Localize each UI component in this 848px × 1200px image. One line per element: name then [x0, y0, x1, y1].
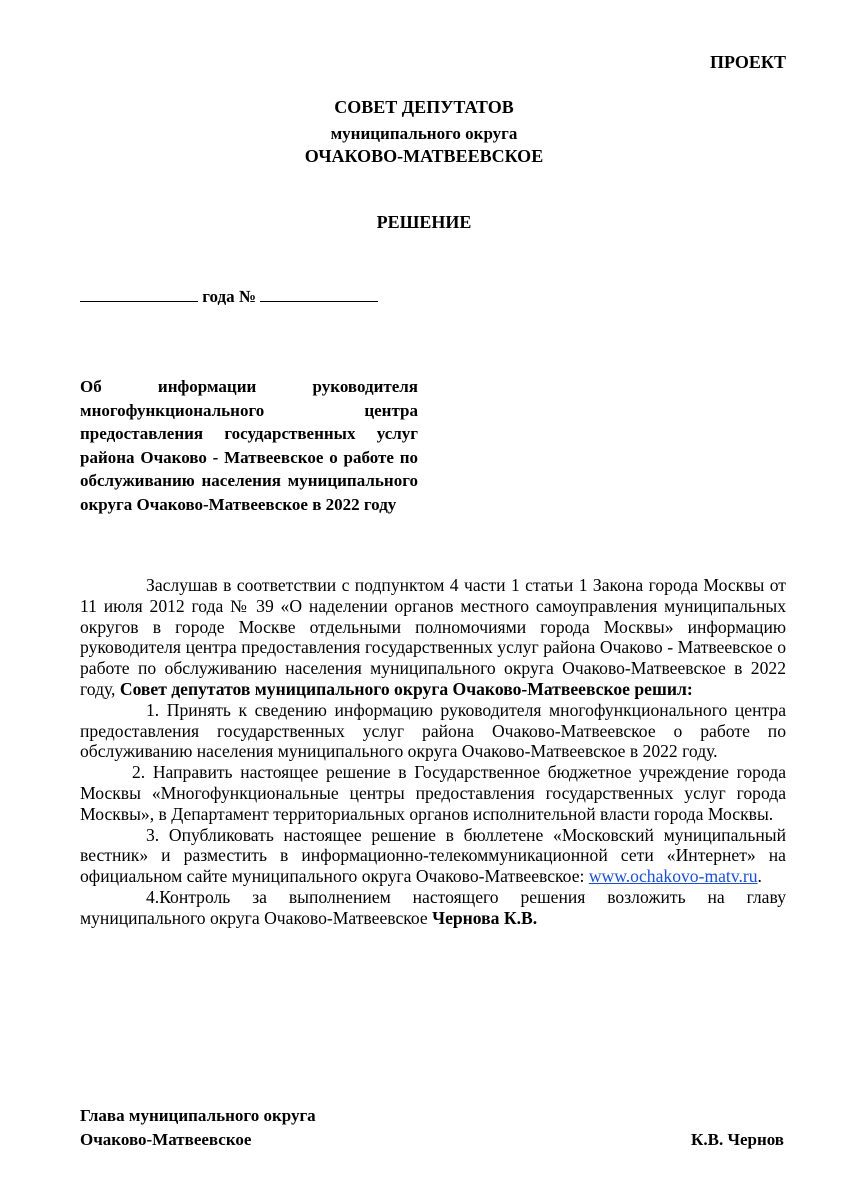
- year-number-label: года №: [202, 287, 256, 306]
- decision-subject: Об информации руководителя многофункционального центра предоставления государственных услуг района Очаково - Матвеевское о работе по обслуживанию населения муниципального округа Очаково-Матвеевское в 2022 году: [80, 377, 418, 514]
- item-3: [80, 825, 786, 887]
- item-4-text: 4.Контроль за выполнением настоящего решения возложить на главу муниципального округа Очаково-Матвеевское: [80, 886, 786, 928]
- item-4-name: Чернова К.В.: [432, 907, 538, 928]
- preamble-text: Заслушав в соответствии с подпунктом 4 части 1 статьи 1 Закона города Москвы от 11 июля 2012 года № 39 «О наделении органов местного самоуправления муниципальных округов в городе Москве отдельными полномочиями города Москвы» информацию руководителя центра предоставления государственных услуг района Очаково - Матвеевское о работе по обслуживанию населения муниципального округа Очаково-Матвеевское в 2022 году,: [80, 575, 786, 699]
- document-type: РЕШЕНИЕ: [376, 212, 472, 232]
- signature-title-1: Глава муниципального округа: [80, 1106, 316, 1125]
- council-title: СОВЕТ ДЕПУТАТОВ: [334, 97, 514, 117]
- preamble-resolution: Совет депутатов муниципального округа Очаково-Матвеевское решил:: [119, 678, 693, 699]
- decision-body: [80, 575, 786, 929]
- signature-name: К.В. Чернов: [691, 1130, 784, 1149]
- date-blank: [80, 284, 198, 302]
- signature-block: [80, 1104, 316, 1152]
- draft-stamp: ПРОЕКТ: [710, 52, 786, 72]
- item-1: 1. Принять к сведению информацию руководителя многофункционального центра предоставления государственных услуг района Очаково-Матвеевское о работе по обслуживанию населения муниципального округа Очаково-Матвеевское в 2022 году.: [80, 699, 786, 762]
- item-3-text: 3. Опубликовать настоящее решение в бюллетене «Московский муниципальный вестник» и разместить в информационно-телекоммуникационной сети «Интернет» на официальном сайте муниципального округа Очаково-Матвеевское:: [80, 824, 786, 887]
- item-2: 2. Направить настоящее решение в Государственное бюджетное учреждение города Москвы «Многофункциональные центры предоставления государственных услуг города Москвы», в Департамент территориальных органов исполнительной власти города Москвы.: [80, 762, 786, 824]
- item-4: [80, 887, 786, 929]
- website-link[interactable]: www.ochakovo-matv.ru: [588, 866, 758, 887]
- preamble-paragraph: [80, 575, 786, 700]
- council-subtitle: муниципального округа: [330, 124, 518, 143]
- item-3-end: .: [757, 866, 762, 887]
- district-name: ОЧАКОВО-МАТВЕЕВСКОЕ: [304, 146, 544, 166]
- date-number-line: [80, 284, 378, 307]
- signature-title-2: Очаково-Матвеевское: [80, 1130, 252, 1149]
- number-blank: [260, 284, 378, 302]
